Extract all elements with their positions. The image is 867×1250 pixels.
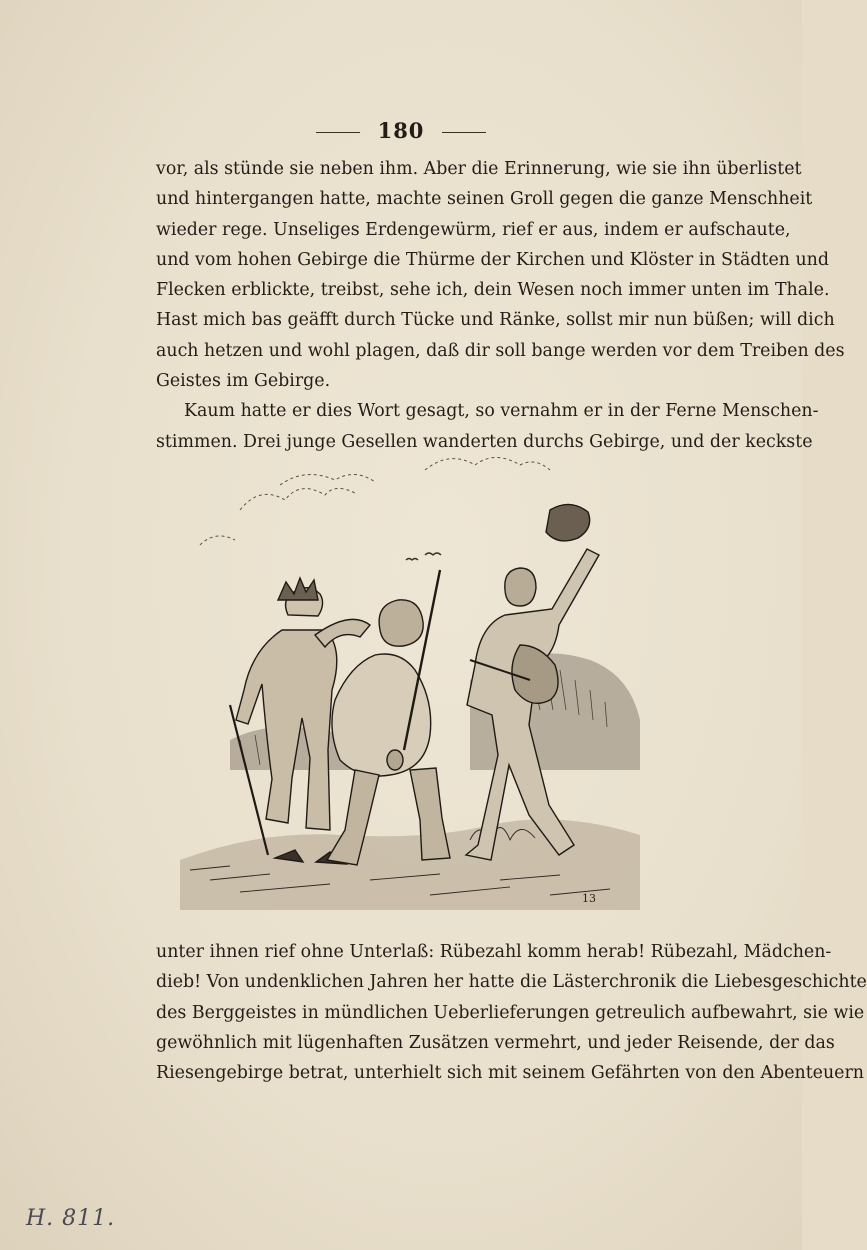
text-line: unter ihnen rief ohne Unterlaß: Rübezahl komm herab! Rübezahl, Mädchen- [156, 942, 832, 962]
text-line: auch hetzen und wohl plagen, daß dir soll bange werden vor dem Treiben des [156, 340, 845, 361]
text-block-top [156, 154, 845, 457]
text-block-bottom [156, 937, 867, 1088]
text-line: vor, als stünde sie neben ihm. Aber die Erinnerung, wie sie ihn überlistet [156, 159, 802, 179]
text-line: des Berggeistes in mündlichen Ueberlieferungen getreulich aufbewahrt, sie wie [156, 1002, 865, 1023]
ground [180, 819, 640, 910]
text-line: Flecken erblickte, treibst, sehe ich, dein Wesen noch immer unten im Thale. [156, 280, 830, 301]
text-line: und vom hohen Gebirge die Thürme der Kirchen und Klöster in Städten und [156, 249, 830, 270]
text-line: Geistes im Gebirge. [156, 371, 331, 392]
birds [406, 553, 441, 560]
text-line: wieder rege. Unseliges Erdengewürm, rief er aus, indem er aufschaute, [156, 219, 791, 240]
engraving-illustration [170, 440, 650, 930]
page-number: 180 [377, 118, 425, 143]
engraving-svg [170, 440, 650, 930]
text-line: Riesengebirge betrat, unterhielt sich mit seinem Gefährten von den Abenteuern [156, 1063, 864, 1084]
text-line: dieb! Von undenklichen Jahren her hatte die Lästerchronik die Liebesgeschichte [156, 972, 867, 993]
left-rule [316, 132, 360, 133]
clouds [200, 458, 550, 546]
text-line: Kaum hatte er dies Wort gesagt, so vernahm er in der Ferne Menschen- [184, 401, 819, 422]
right-rule [442, 132, 486, 133]
figure-middle-helmeted [327, 570, 450, 865]
margin-shelfmark-note: H. 811. [26, 1206, 116, 1231]
text-line: gewöhnlich mit lügenhaften Zusätzen vermehrt, und jeder Reisende, der das [156, 1032, 835, 1053]
text-line: und hintergangen hatte, machte seinen Groll gegen die ganze Menschheit [156, 189, 813, 210]
plate-number: 13 [582, 892, 596, 905]
text-line: Hast mich bas geäfft durch Tücke und Ränke, sollst mir nun büßen; will dich [156, 310, 835, 331]
text-line: stimmen. Drei junge Gesellen wanderten durchs Gebirge, und der keckste [156, 431, 813, 452]
page-number-header [0, 118, 802, 143]
